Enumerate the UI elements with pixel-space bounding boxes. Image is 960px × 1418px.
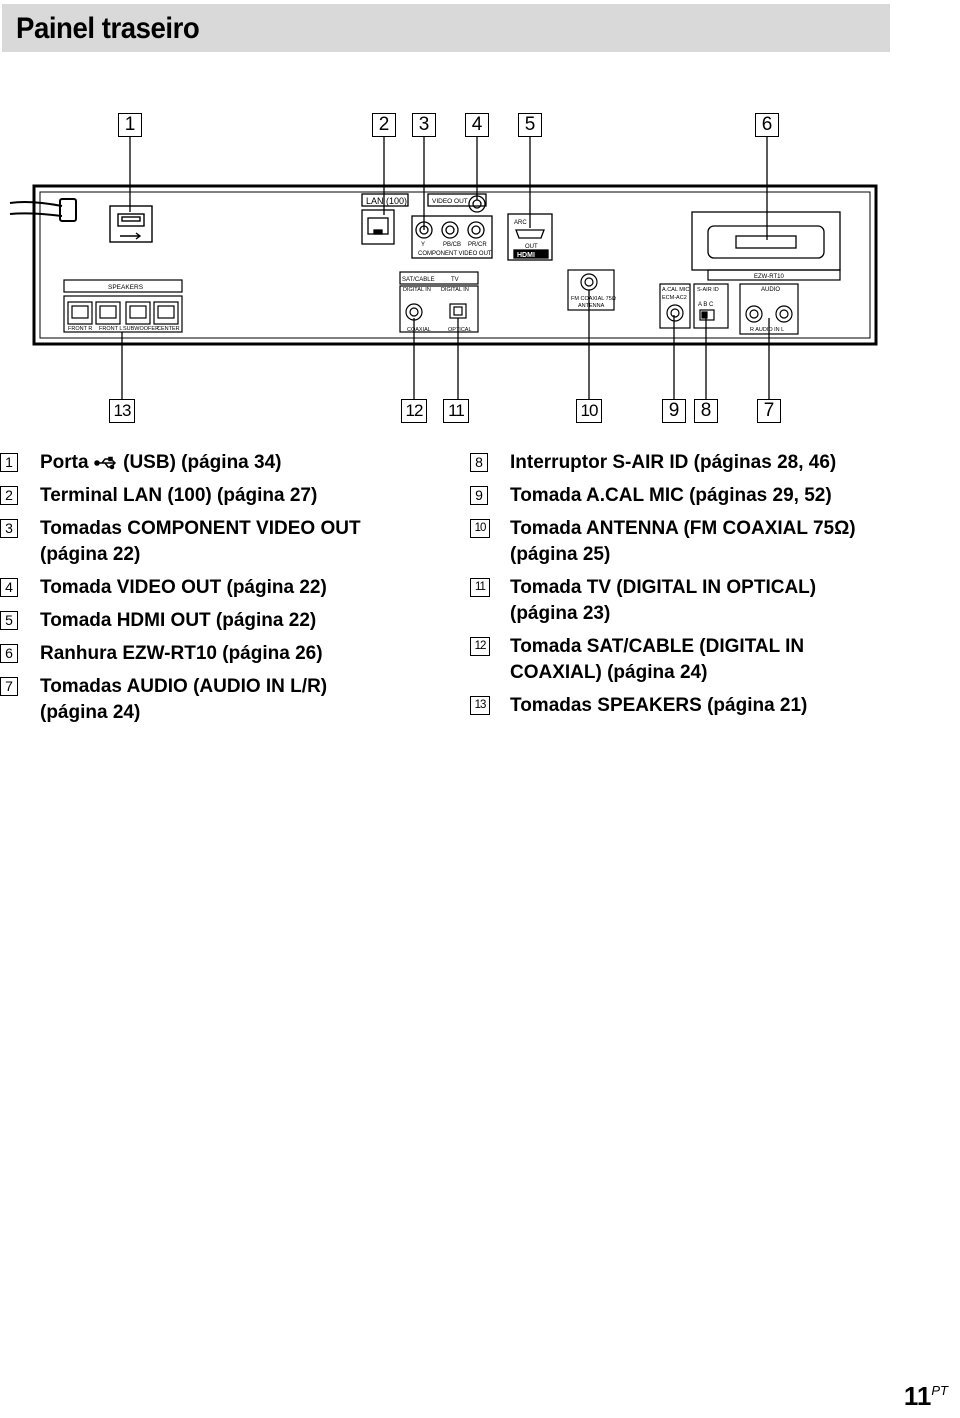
- legend-badge: 5: [0, 611, 18, 630]
- page-number: [904, 1381, 948, 1412]
- page-number-suffix: PT: [931, 1383, 948, 1398]
- panel-inner: [40, 192, 870, 338]
- legend-text: Interruptor S-AIR ID (páginas 28, 46): [510, 452, 837, 473]
- speakers-label: SPEAKERS: [108, 284, 144, 291]
- sair-label: S-AIR ID: [697, 287, 719, 293]
- legend-item-5: [0, 608, 440, 634]
- legend-text: Tomada VIDEO OUT (página 22): [40, 577, 327, 598]
- callout-3: 3: [412, 113, 436, 137]
- rear-panel-diagram: [0, 0, 960, 440]
- callout-7: 7: [757, 399, 781, 423]
- legend-text: Porta: [40, 452, 94, 473]
- callout-4: 4: [465, 113, 489, 137]
- callout-1: 1: [118, 113, 142, 137]
- sat-cable-label: SAT/CABLE: [402, 277, 435, 283]
- legend-item-11: [470, 575, 950, 627]
- legend-text: Tomada ANTENNA (FM COAXIAL 75Ω): [510, 518, 856, 539]
- legend-text: Terminal LAN (100) (página 27): [40, 485, 318, 506]
- legend-text: Tomada TV (DIGITAL IN OPTICAL): [510, 577, 817, 598]
- legend-item-10: [470, 516, 950, 568]
- legend-badge: 3: [0, 519, 18, 538]
- legend-left: [0, 450, 440, 733]
- audio-in-label: R AUDIO IN L: [750, 327, 785, 333]
- legend-text: (página 24): [40, 702, 141, 723]
- subwoofer-label: SUBWOOFER: [123, 326, 160, 332]
- callout-10: 10: [576, 399, 602, 423]
- legend-badge: 10: [470, 519, 490, 538]
- legend-item-4: [0, 575, 440, 601]
- legend-text: Tomada HDMI OUT (página 22): [40, 610, 317, 631]
- legend-text: Tomadas AUDIO (AUDIO IN L/R): [40, 676, 328, 697]
- legend-text: Tomadas SPEAKERS (página 21): [510, 695, 808, 716]
- legend-text: (página 25): [510, 544, 611, 565]
- tv-label: TV: [451, 277, 459, 283]
- optical-label: OPTICAL: [448, 327, 472, 333]
- legend-text: (página 23): [510, 603, 611, 624]
- legend-item-6: [0, 641, 440, 667]
- hdmi-out-label: OUT: [525, 244, 538, 250]
- legend-right: [470, 450, 950, 726]
- callout-12: 12: [401, 399, 427, 423]
- pr-label: PR/CR: [468, 242, 487, 248]
- power-cable: [10, 199, 76, 221]
- legend-badge: 11: [470, 578, 490, 597]
- acal-label: A.CAL MIC: [662, 287, 690, 293]
- y-label: Y: [421, 242, 426, 248]
- usb-icon: [94, 456, 118, 470]
- legend-item-2: [0, 483, 440, 509]
- legend-text: (página 22): [40, 544, 141, 565]
- center-label: CENTER: [157, 326, 180, 332]
- legend-badge: 1: [0, 453, 18, 472]
- hdmi-logo: HDMI: [517, 252, 535, 259]
- callout-2: 2: [372, 113, 396, 137]
- legend-badge: 12: [470, 637, 490, 656]
- digital-in-2-label: DIGITAL IN: [441, 287, 469, 293]
- legend-item-1: [0, 450, 440, 476]
- legend-item-13: [470, 693, 950, 719]
- legend-text: Tomadas COMPONENT VIDEO OUT: [40, 518, 361, 539]
- abc-label: A B C: [698, 302, 714, 308]
- coaxial-label: COAXIAL: [407, 327, 431, 333]
- legend-text: (USB) (página 34): [117, 452, 282, 473]
- fm-label: FM COAXIAL 75Ω: [571, 296, 616, 302]
- pb-label: PB/CB: [443, 242, 462, 248]
- callout-9: 9: [662, 399, 686, 423]
- legend-badge: 9: [470, 486, 488, 505]
- front-l-label: FRONT L: [99, 326, 123, 332]
- antenna-label: ANTENNA: [578, 303, 605, 309]
- callout-8: 8: [694, 399, 718, 423]
- callout-11: 11: [443, 399, 469, 423]
- ezw-slot-drawing: [692, 212, 840, 270]
- digital-in-1-label: DIGITAL IN: [403, 287, 431, 293]
- legend-badge: 8: [470, 453, 488, 472]
- legend-badge: 2: [0, 486, 18, 505]
- leader-lines-top: [130, 137, 767, 240]
- audio-label: AUDIO: [761, 287, 781, 293]
- callout-5: 5: [518, 113, 542, 137]
- rear-panel-illustration: [0, 0, 960, 440]
- legend-badge: 7: [0, 677, 18, 696]
- usb-port-drawing: [110, 206, 152, 242]
- legend-item-8: [470, 450, 950, 476]
- legend-item-9: [470, 483, 950, 509]
- legend-text: Tomada SAT/CABLE (DIGITAL IN: [510, 636, 805, 657]
- page-title: Painel traseiro: [16, 12, 200, 45]
- legend-text: Ranhura EZW-RT10 (página 26): [40, 643, 323, 664]
- video-out-label: VIDEO OUT: [432, 198, 468, 205]
- lan-label: LAN (100): [366, 196, 408, 206]
- front-r-label: FRONT R: [68, 326, 93, 332]
- ecm-label: ECM-AC2: [662, 295, 687, 301]
- callout-13: 13: [109, 399, 135, 423]
- legend-badge: 4: [0, 578, 18, 597]
- component-label: COMPONENT VIDEO OUT: [418, 251, 492, 257]
- legend-text: Tomada A.CAL MIC (páginas 29, 52): [510, 485, 832, 506]
- callout-6: 6: [755, 113, 779, 137]
- ezw-label: EZW-RT10: [754, 274, 784, 280]
- page-number-value: 11: [903, 1381, 932, 1411]
- legend-item-7: [0, 674, 440, 726]
- arc-label: ARC: [514, 220, 527, 226]
- legend-text: COAXIAL) (página 24): [510, 662, 708, 683]
- legend-badge: 13: [470, 696, 490, 715]
- legend-badge: 6: [0, 644, 18, 663]
- legend-item-12: [470, 634, 950, 686]
- legend-item-3: [0, 516, 440, 568]
